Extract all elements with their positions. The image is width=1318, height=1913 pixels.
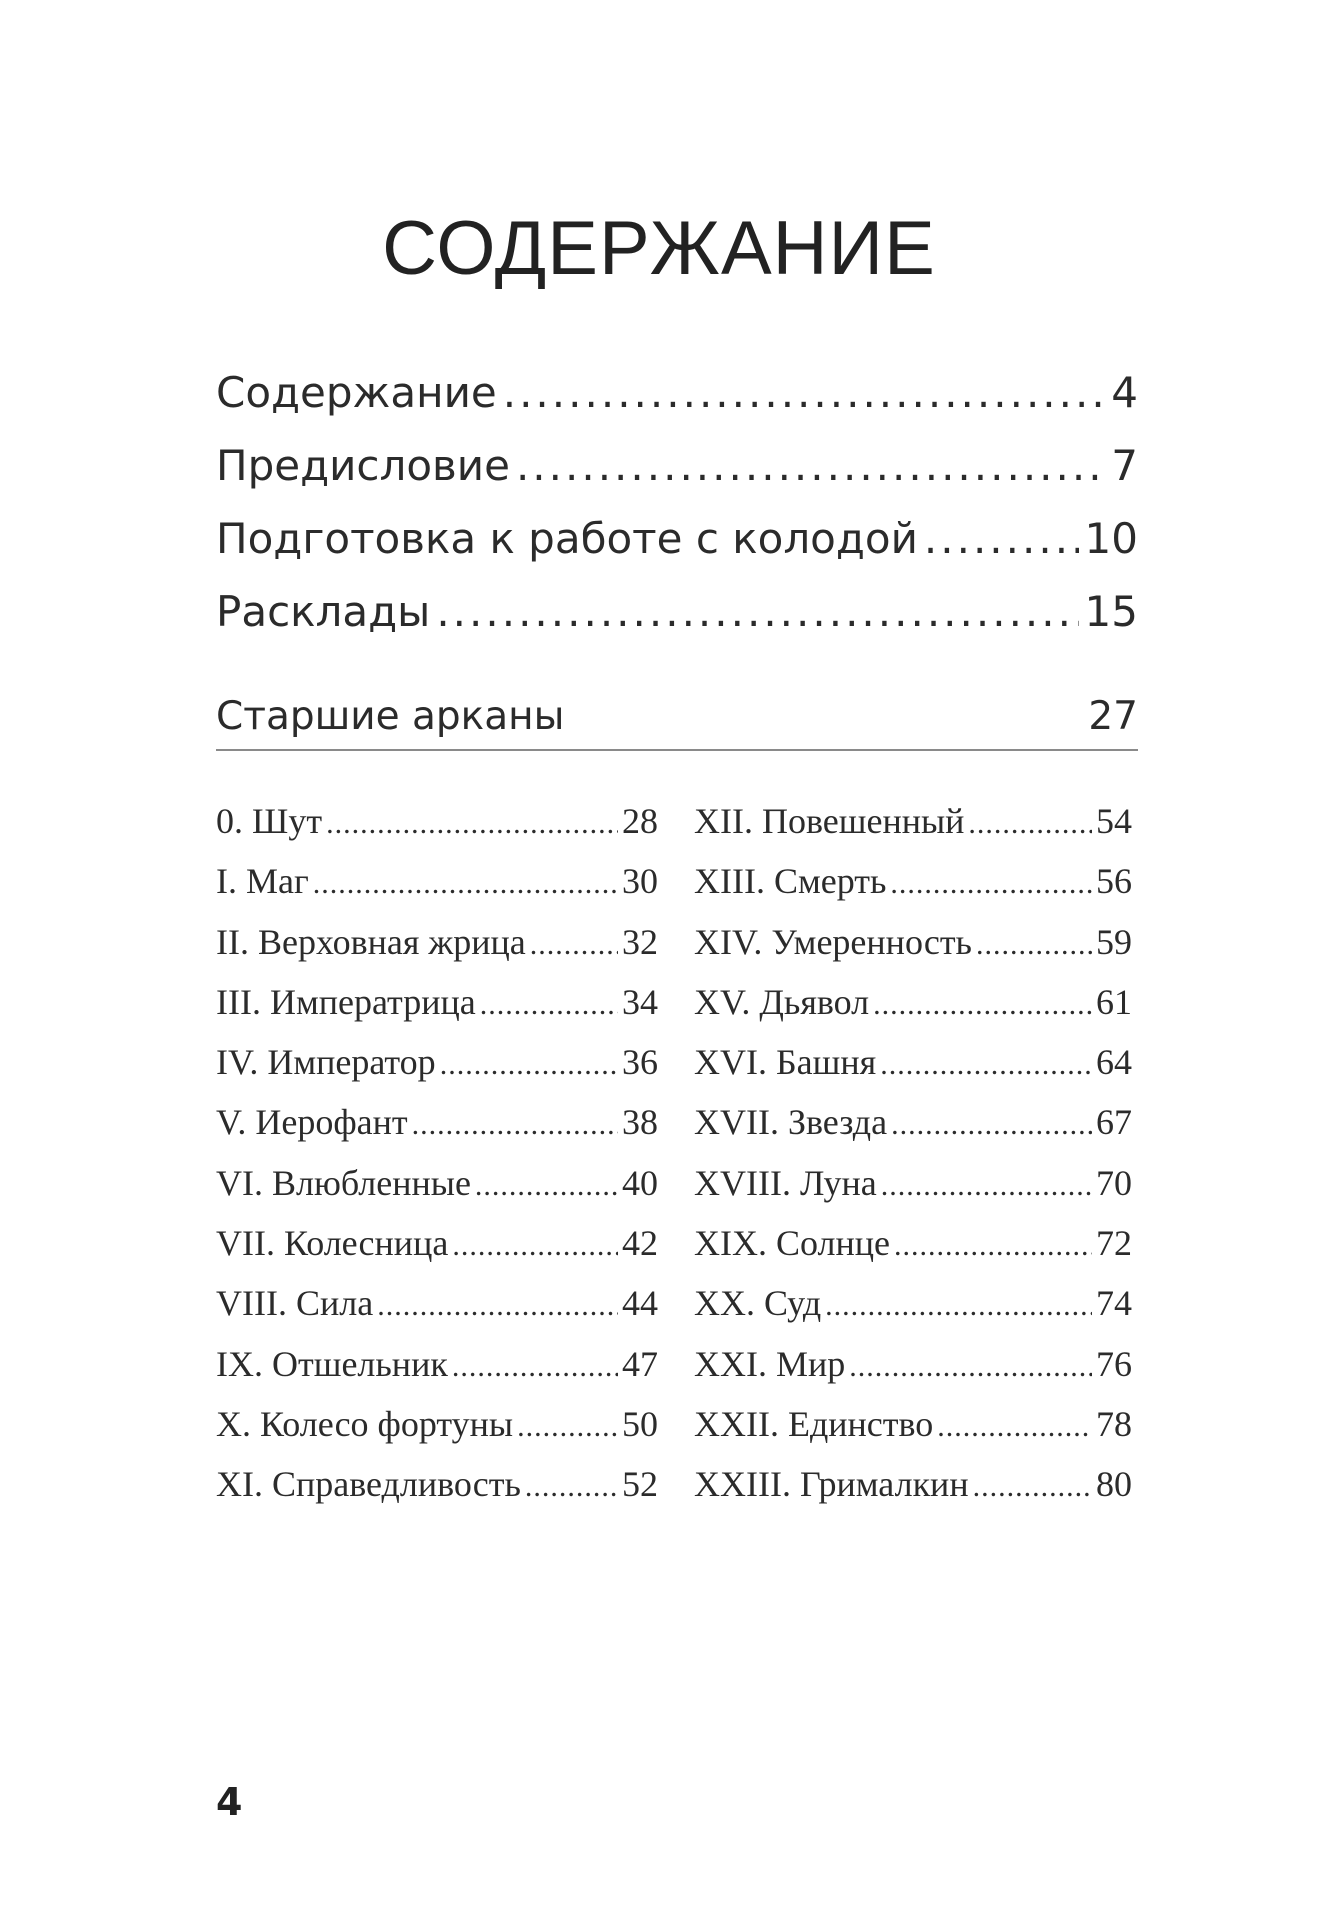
arcana-entry xyxy=(694,1343,1132,1403)
section-heading xyxy=(216,694,1138,751)
arcana-label: XII. Повешенный xyxy=(694,801,965,841)
arcana-entry xyxy=(216,1101,658,1161)
toc-entry-label: Расклады xyxy=(216,587,431,636)
arcana-entry xyxy=(216,1282,658,1342)
dot-leader xyxy=(894,1229,1092,1263)
dot-leader xyxy=(516,441,1105,490)
arcana-page: 47 xyxy=(622,1343,658,1384)
dot-leader xyxy=(881,1169,1092,1203)
toc-entry-page: 4 xyxy=(1111,368,1138,417)
dot-leader xyxy=(968,807,1092,841)
arcana-label: XXII. Единство xyxy=(694,1403,934,1444)
page-number: 4 xyxy=(216,1780,243,1824)
arcana-page: 78 xyxy=(1096,1403,1132,1444)
arcana-page: 70 xyxy=(1096,1162,1132,1203)
arcana-entry xyxy=(694,1222,1132,1282)
section-heading-label: Старшие арканы xyxy=(216,694,565,739)
arcana-page: 32 xyxy=(622,921,658,962)
page-title: СОДЕРЖАНИЕ xyxy=(382,206,936,291)
toc-entry xyxy=(216,514,1138,587)
arcana-entry xyxy=(694,1041,1132,1101)
arcana-page: 80 xyxy=(1096,1464,1132,1505)
arcana-entry xyxy=(694,1101,1132,1161)
dot-leader xyxy=(873,988,1092,1022)
arcana-label: VII. Колесница xyxy=(216,1223,449,1264)
main-toc xyxy=(216,368,1138,660)
dot-leader xyxy=(436,587,1078,636)
arcana-page: 38 xyxy=(622,1102,658,1143)
dot-leader xyxy=(924,514,1079,563)
arcana-page: 61 xyxy=(1096,981,1132,1022)
arcana-label: XIV. Умеренность xyxy=(694,921,972,962)
dot-leader xyxy=(973,1470,1092,1504)
arcana-entry xyxy=(694,860,1132,920)
arcana-label: XV. Дьявол xyxy=(694,981,870,1022)
arcana-entry xyxy=(216,981,658,1041)
arcana-entry xyxy=(216,1463,658,1523)
dot-leader xyxy=(517,1410,618,1444)
dot-leader xyxy=(377,1289,618,1323)
arcana-entry xyxy=(216,1343,658,1403)
dot-leader xyxy=(525,1470,618,1504)
dot-leader xyxy=(849,1350,1092,1384)
toc-entry-page: 15 xyxy=(1084,587,1138,636)
arcana-page: 74 xyxy=(1096,1283,1132,1324)
arcana-entry xyxy=(694,921,1132,981)
arcana-label: V. Иерофант xyxy=(216,1102,408,1143)
toc-entry xyxy=(216,441,1138,514)
dot-leader xyxy=(452,1229,618,1263)
dot-leader xyxy=(976,928,1092,962)
arcana-page: 28 xyxy=(622,801,658,841)
toc-entry-label: Подготовка к работе с колодой xyxy=(216,514,918,563)
arcana-label: III. Императрица xyxy=(216,981,476,1022)
arcana-list-left xyxy=(216,800,658,1524)
toc-entry xyxy=(216,587,1138,660)
arcana-page: 42 xyxy=(622,1223,658,1264)
arcana-label: IV. Император xyxy=(216,1042,436,1083)
toc-entry-label: Содержание xyxy=(216,368,497,417)
toc-entry xyxy=(216,368,1138,441)
arcana-label: IX. Отшельник xyxy=(216,1343,448,1384)
arcana-label: XIX. Солнце xyxy=(694,1223,890,1264)
arcana-page: 50 xyxy=(622,1403,658,1444)
arcana-page: 56 xyxy=(1096,861,1132,902)
dot-leader xyxy=(480,988,618,1022)
dot-leader xyxy=(530,928,618,962)
arcana-label: XI. Справедливость xyxy=(216,1464,521,1505)
arcana-page: 36 xyxy=(622,1042,658,1083)
arcana-page: 76 xyxy=(1096,1343,1132,1384)
arcana-label: X. Колесо фортуны xyxy=(216,1403,514,1444)
arcana-label: 0. Шут xyxy=(216,801,323,841)
dot-leader xyxy=(880,1048,1092,1082)
arcana-label: VI. Влюбленные xyxy=(216,1162,471,1203)
arcana-entry xyxy=(694,1463,1132,1523)
arcana-entry xyxy=(216,921,658,981)
arcana-list-right xyxy=(694,800,1132,1524)
arcana-label: XVIII. Луна xyxy=(694,1162,877,1203)
arcana-label: XXI. Мир xyxy=(694,1343,846,1384)
dot-leader xyxy=(937,1410,1092,1444)
dot-leader xyxy=(503,368,1106,417)
arcana-page: 40 xyxy=(622,1162,658,1203)
arcana-label: XXIII. Грималкин xyxy=(694,1464,969,1505)
arcana-entry xyxy=(216,1403,658,1463)
dot-leader xyxy=(326,807,618,841)
dot-leader xyxy=(440,1048,618,1082)
dot-leader xyxy=(412,1108,618,1142)
arcana-page: 44 xyxy=(622,1283,658,1324)
arcana-entry xyxy=(216,1222,658,1282)
arcana-entry xyxy=(694,1282,1132,1342)
arcana-label: VIII. Сила xyxy=(216,1283,374,1324)
arcana-page: 52 xyxy=(622,1464,658,1505)
toc-entry-page: 7 xyxy=(1111,441,1138,490)
arcana-label: XX. Суд xyxy=(694,1283,822,1324)
toc-entry-label: Предисловие xyxy=(216,441,510,490)
arcana-page: 59 xyxy=(1096,921,1132,962)
arcana-label: II. Верховная жрица xyxy=(216,921,526,962)
arcana-entry xyxy=(694,1403,1132,1463)
arcana-entry xyxy=(694,1162,1132,1222)
dot-leader xyxy=(825,1289,1092,1323)
toc-entry-page: 10 xyxy=(1084,514,1138,563)
arcana-entry xyxy=(216,1162,658,1222)
arcana-label: XIII. Смерть xyxy=(694,861,887,902)
dot-leader xyxy=(891,1108,1092,1142)
dot-leader xyxy=(475,1169,618,1203)
arcana-entry xyxy=(694,800,1132,860)
arcana-page: 67 xyxy=(1096,1102,1132,1143)
dot-leader xyxy=(313,867,618,901)
arcana-label: I. Маг xyxy=(216,861,309,902)
arcana-page: 72 xyxy=(1096,1223,1132,1264)
arcana-page: 54 xyxy=(1096,801,1132,841)
arcana-page: 64 xyxy=(1096,1042,1132,1083)
section-heading-page: 27 xyxy=(1088,694,1138,739)
arcana-page: 30 xyxy=(622,861,658,902)
arcana-page: 34 xyxy=(622,981,658,1022)
arcana-label: XVII. Звезда xyxy=(694,1102,888,1143)
arcana-entry xyxy=(216,800,658,860)
arcana-entry xyxy=(694,981,1132,1041)
arcana-entry xyxy=(216,860,658,920)
dot-leader xyxy=(452,1350,618,1384)
dot-leader xyxy=(890,867,1092,901)
arcana-label: XVI. Башня xyxy=(694,1042,877,1083)
arcana-entry xyxy=(216,1041,658,1101)
